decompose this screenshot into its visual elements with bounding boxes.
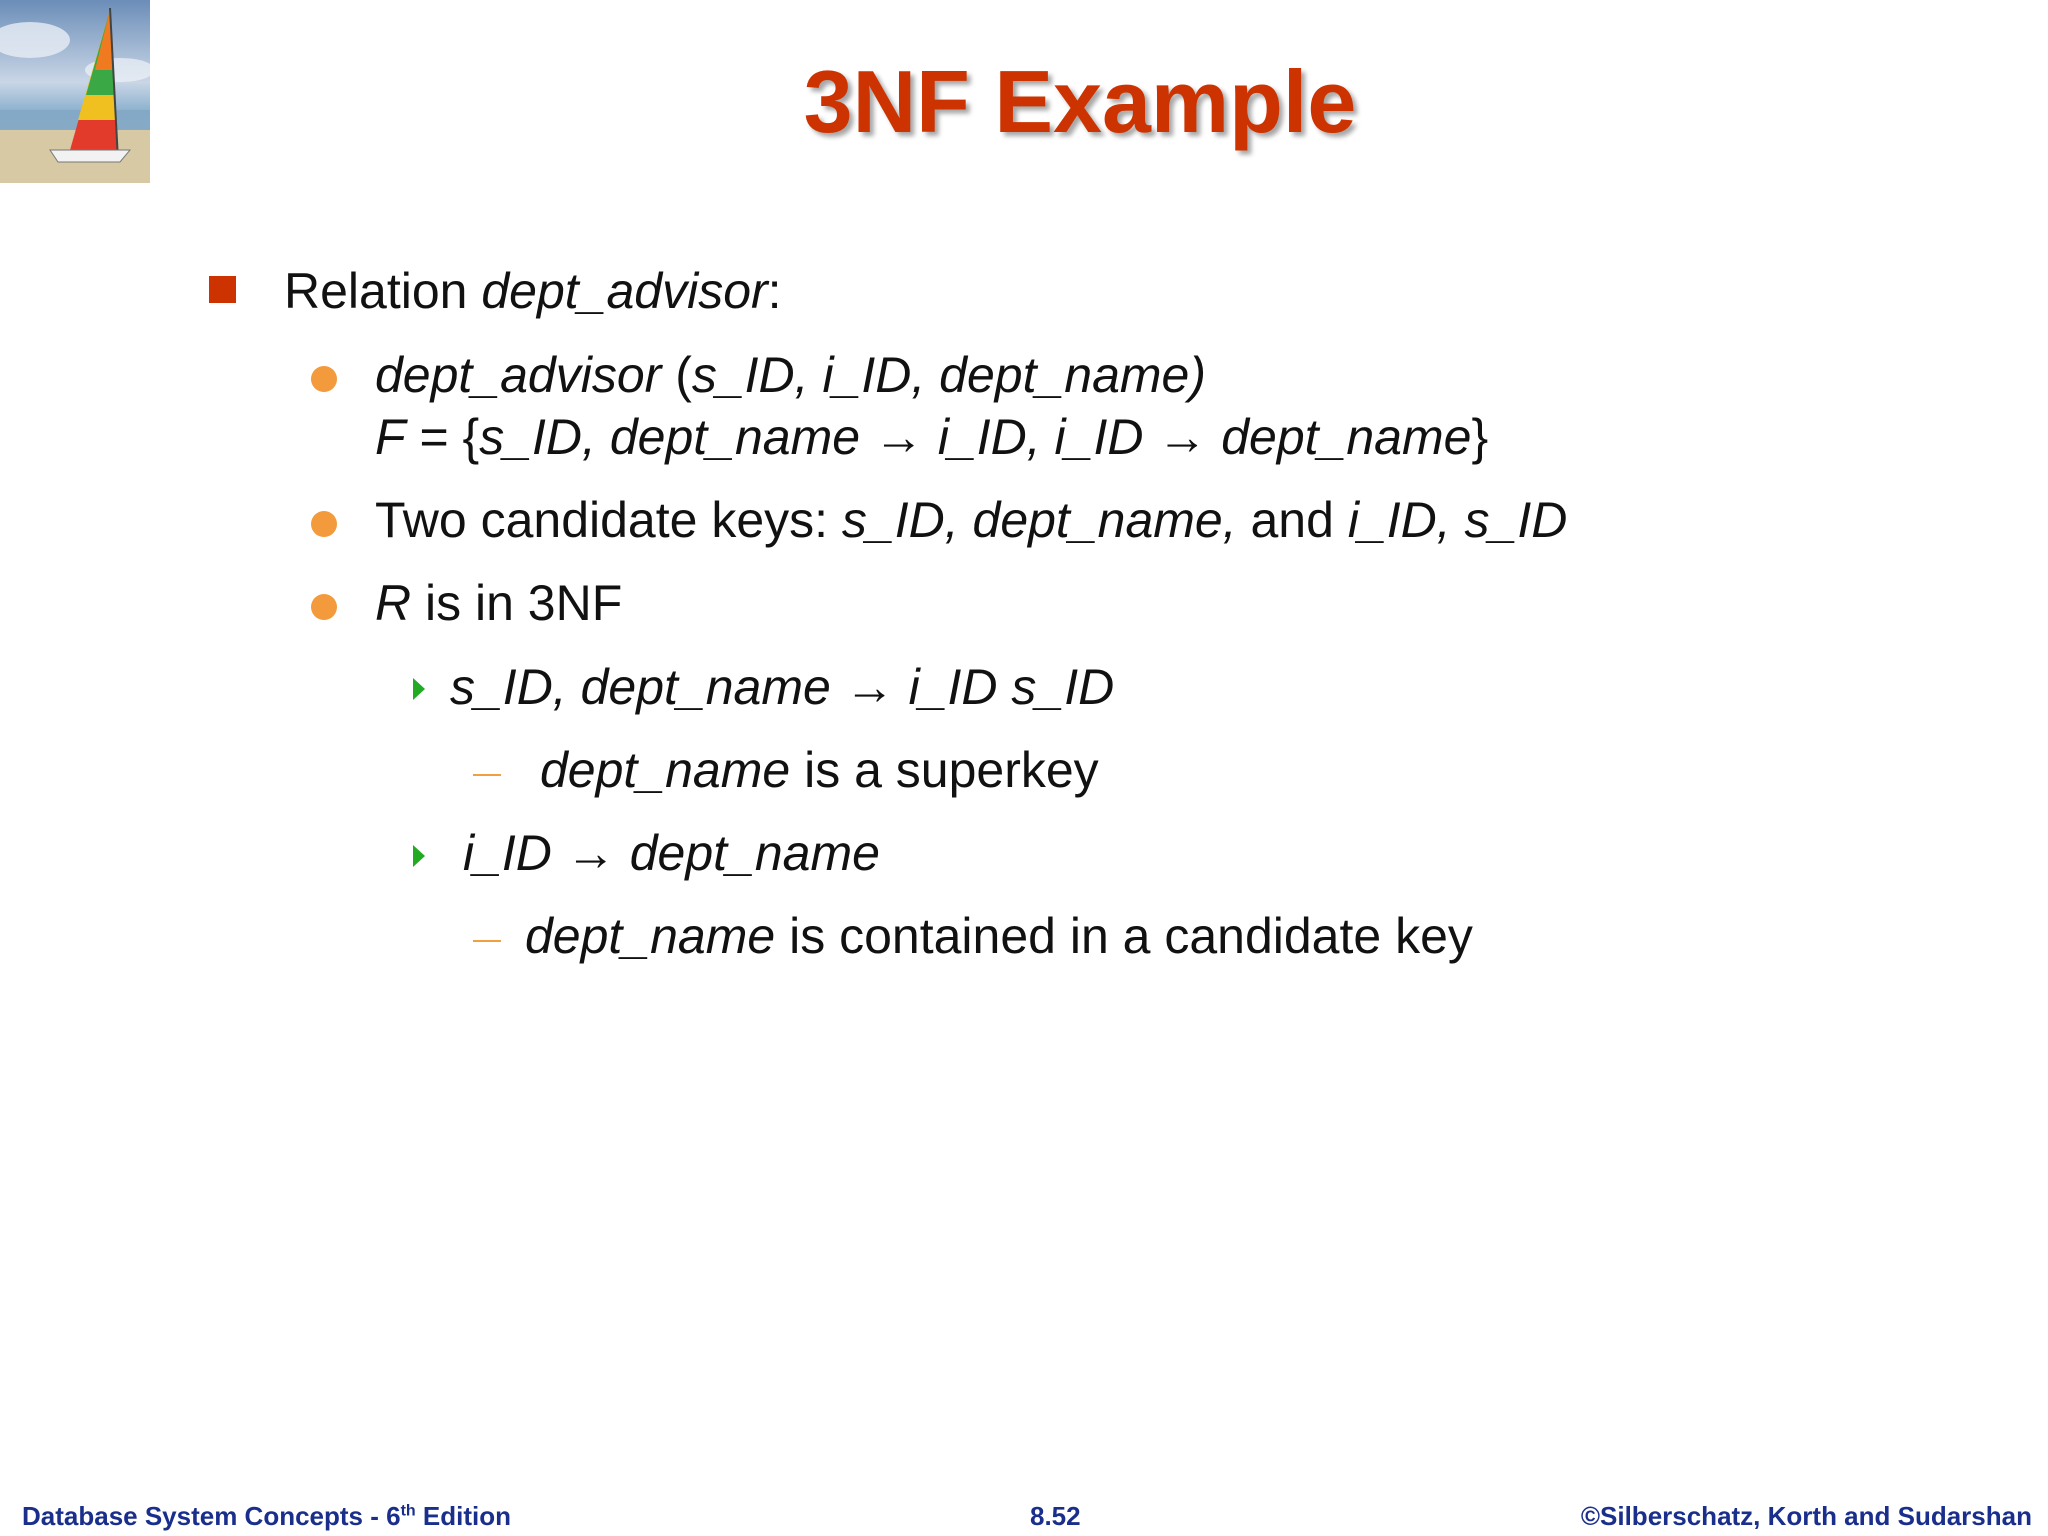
fd1-line: s_ID, dept_name → i_ID s_ID xyxy=(450,659,1115,715)
dash-bullet-icon xyxy=(473,940,501,942)
square-bullet-icon xyxy=(209,276,236,303)
relation-line: Relation dept_advisor: xyxy=(284,263,782,319)
footer-page-number: 8.52 xyxy=(1030,1501,1081,1531)
slide-title: 3NF Example xyxy=(803,52,1357,151)
sailboat-logo xyxy=(0,0,150,183)
footer-book-title: Database System Concepts - 6th Edition xyxy=(22,1501,512,1531)
schema-line: dept_advisor (s_ID, i_ID, dept_name) xyxy=(375,347,1206,403)
dash-bullet-icon xyxy=(473,774,501,776)
dot-bullet-icon xyxy=(311,594,337,620)
superkey-line: dept_name is a superkey xyxy=(540,742,1099,798)
fd2-line: i_ID → dept_name xyxy=(463,825,880,881)
candidate-keys-line: Two candidate keys: s_ID, dept_name, and i_ID, s_ID xyxy=(375,492,1568,548)
dot-bullet-icon xyxy=(311,366,337,392)
dot-bullet-icon xyxy=(311,511,337,537)
triangle-bullet-icon xyxy=(413,845,425,867)
fd-set-line: F = {s_ID, dept_name → i_ID, i_ID → dept_name} xyxy=(375,409,1489,465)
footer-copyright: ©Silberschatz, Korth and Sudarshan xyxy=(1580,1501,2032,1531)
r-in-3nf-line: R is in 3NF xyxy=(375,575,623,631)
triangle-bullet-icon xyxy=(413,678,425,700)
contained-line: dept_name is contained in a candidate key xyxy=(525,908,1473,964)
